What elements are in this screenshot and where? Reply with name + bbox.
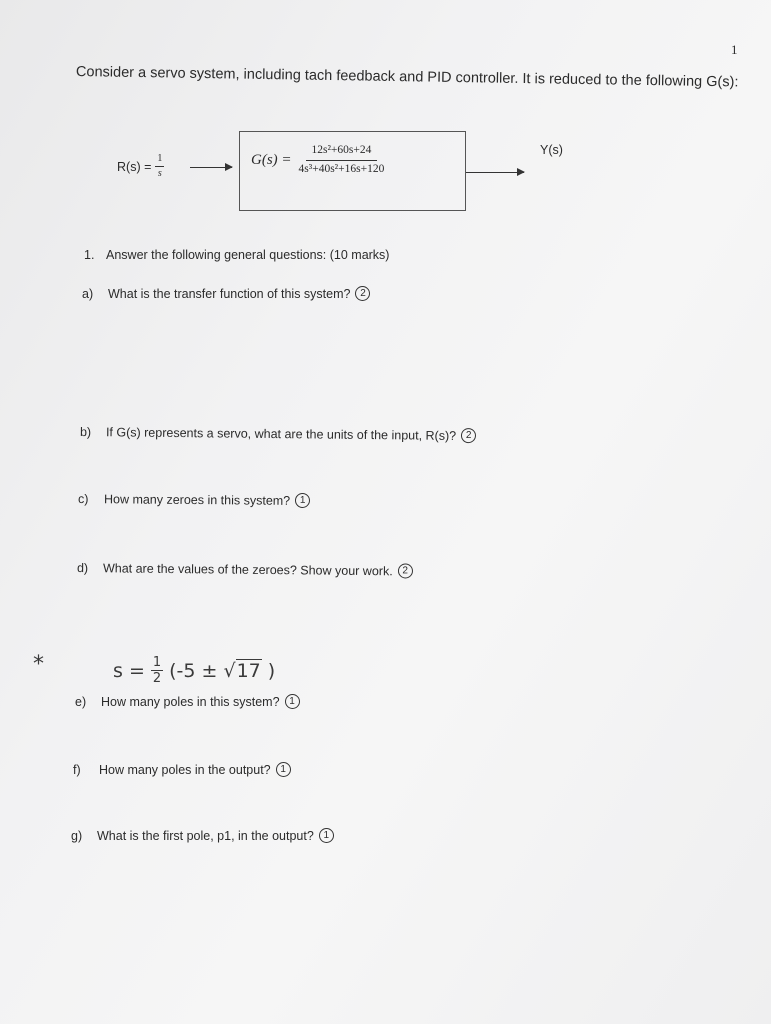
marks-badge: 1 (319, 828, 334, 843)
marks-badge: 1 (276, 762, 291, 777)
hand-fraction (151, 656, 163, 685)
part-text: What is the first pole, p1, in the output? (97, 828, 314, 843)
part-letter: d) (76, 560, 89, 575)
question-1 (84, 248, 389, 262)
question-part-b (80, 424, 476, 443)
output-arrow (466, 172, 524, 173)
part-letter: c) (77, 491, 89, 506)
part-letter: e) (75, 694, 87, 709)
page-number: 1 (731, 42, 738, 57)
tf-denominator: 4s³+40s²+16s+120 (298, 162, 385, 175)
part-letter: g) (71, 828, 83, 843)
part-text: If G(s) represents a servo, what are the units of the input, R(s)? (105, 424, 457, 443)
part-text: How many zeroes in this system? (103, 491, 291, 508)
part-letter: f) (73, 762, 81, 777)
part-text: How many poles in the output? (99, 762, 271, 777)
hand-expr-open: (-5 ± (169, 659, 218, 682)
question-part-c (78, 491, 310, 508)
marks-badge: 2 (398, 563, 413, 578)
hand-radicand: 17 (236, 660, 261, 682)
part-text: What is the transfer function of this system? (108, 286, 351, 301)
transfer-function (251, 145, 384, 175)
handwritten-star: * (33, 652, 44, 677)
intro-text: Consider a servo system, including tach feedback and PID controller. It is reduced to the following G(s): (75, 64, 739, 91)
transfer-function-fraction (299, 145, 385, 175)
part-text: How many poles in this system? (101, 694, 280, 709)
part-text: What are the values of the zeroes? Show your work. (102, 560, 393, 578)
marks-badge: 1 (285, 694, 300, 709)
input-fraction-numerator: 1 (155, 154, 164, 167)
marks-badge: 2 (355, 286, 370, 301)
question-part-g (71, 828, 334, 843)
question-part-e (75, 694, 300, 709)
hand-expr-close: ) (267, 659, 276, 682)
marks-badge: 2 (461, 428, 476, 443)
sqrt-sign-icon: √ (223, 660, 236, 682)
input-fraction (155, 154, 164, 179)
hand-fraction-numerator: 1 (152, 655, 162, 670)
output-label: Y(s) (540, 143, 563, 157)
input-fraction-denominator: s (157, 168, 162, 179)
hand-sqrt (223, 659, 261, 682)
question-1-text: Answer the following general questions: (10 marks) (106, 248, 390, 262)
handwritten-answer (113, 656, 275, 685)
tf-numerator: 12s²+60s+24 (306, 145, 378, 161)
g-label: G(s) = (251, 151, 292, 168)
part-letter: a) (82, 286, 94, 301)
marks-badge: 1 (295, 493, 310, 508)
question-1-number: 1. (84, 248, 95, 262)
input-arrow (190, 167, 232, 168)
question-part-d (77, 560, 413, 579)
question-part-f (73, 762, 291, 777)
hand-fraction-denominator: 2 (152, 671, 162, 686)
input-label (117, 154, 164, 179)
part-letter: b) (79, 424, 92, 439)
input-label-text: R(s) = (117, 159, 152, 174)
hand-lhs: s = (113, 659, 145, 682)
question-part-a (82, 286, 370, 301)
